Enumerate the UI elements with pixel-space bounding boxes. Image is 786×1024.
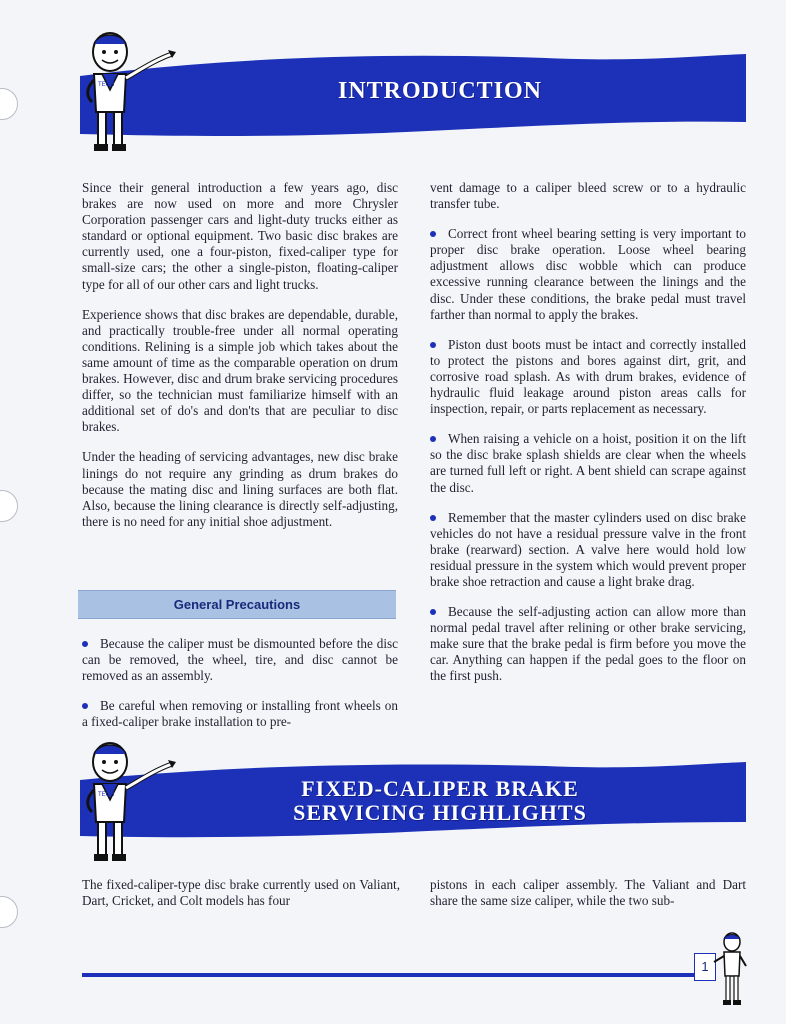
- precaution-text: Be careful when removing or installing front wheels on a fixed-caliper brake installation to pre-: [82, 698, 398, 730]
- tech-mascot-icon: [80, 740, 180, 868]
- precaution-item: [430, 431, 746, 495]
- intro-paragraph: Since their general introduction a few years ago, disc brakes are now used on more and more Chrysler Corporation passenger cars and light-duty trucks either as standard or optional equipment. Two basic disc brakes are currently used, one a four-piston, fixed-caliper type for small-size cars; the other a single-piston, floating-caliper type for all of our other cars and light trucks.: [82, 180, 398, 292]
- precaution-item: [82, 636, 398, 684]
- intro-paragraph: Experience shows that disc brakes are dependable, durable, and practically trouble-free under all normal operating conditions. Relining is a simple job which takes about the same amount of time as the comparable operation on drum brakes. However, disc and drum brake servicing procedures differ, so the technician must familiarize himself with an additional set of do's and don'ts that are peculiar to disc brakes.: [82, 306, 398, 435]
- fixed-caliper-title: [230, 777, 650, 825]
- precaution-text: Piston dust boots must be intact and correctly installed to protect the pistons and bores against dirt, grit, and corrosive road splash. As with drum brakes, evidence of hydraulic fluid leakage around piston areas calls for inspection, repair, or parts replacement as necessary.: [430, 336, 746, 417]
- intro-right-column: [430, 180, 746, 699]
- bullet-icon: [430, 515, 436, 521]
- tech-mascot-icon: [80, 30, 180, 158]
- fixed-caliper-right-text: pistons in each caliper assembly. The Valiant and Dart share the same size caliper, while the two sub-: [430, 877, 746, 909]
- mascot-badge: TECH: [98, 792, 115, 798]
- footer-rule: [82, 973, 694, 977]
- intro-paragraph: Under the heading of servicing advantages, new disc brake linings do not require any grinding as drum brakes do because the mating disc and lining surfaces are both flat. Also, because the lining clearance is directly self-adjusting, there is no need for any initial shoe adjustment.: [82, 449, 398, 529]
- fixed-caliper-title-line: FIXED-CALIPER BRAKE: [301, 776, 579, 801]
- binder-hole: [0, 896, 18, 928]
- bullet-icon: [82, 641, 88, 647]
- bullet-icon: [430, 436, 436, 442]
- precautions-left-column: [82, 636, 398, 744]
- bullet-icon: [430, 231, 436, 237]
- precaution-text: Remember that the master cylinders used on disc brake vehicles do not have a residual pressure valve in the front brake (rearward) section. A valve here would hold low residual pressure in the system which would prevent proper brake shoe retraction and cause a light brake drag.: [430, 509, 746, 589]
- bullet-icon: [430, 609, 436, 615]
- bullet-icon: [82, 703, 88, 709]
- general-precautions-heading: General Precautions: [78, 590, 396, 619]
- mascot-badge: TECH: [98, 82, 115, 88]
- precaution-text: Correct front wheel bearing setting is very important to proper disc brake operation. Loose wheel bearing adjustment allows disc wobble which can produce excessive running clearance between the linings and the disc. Under these conditions, the brake pedal must travel farther than normal to apply the brakes.: [430, 226, 746, 322]
- fixed-caliper-left-text: The fixed-caliper-type disc brake currently used on Valiant, Dart, Cricket, and Colt models has four: [82, 877, 400, 909]
- precaution-item: [430, 510, 746, 590]
- precaution-text: Because the self-adjusting action can allow more than normal pedal travel after relining or other brake servicing, make sure that the brake pedal is firm before you move the car. Anything can happen if the pedal goes to the floor on the first push.: [430, 604, 746, 684]
- binder-hole: [0, 490, 18, 522]
- precaution-text: When raising a vehicle on a hoist, position it on the lift so the disc brake splash shields are clear when the wheels are turned full left or right. A bent shield can scrape against the disc.: [430, 431, 746, 495]
- precaution-text: Because the caliper must be dismounted before the disc can be removed, the wheel, tire, and disc cannot be removed as an assembly.: [82, 636, 398, 684]
- precaution-item: [430, 604, 746, 684]
- binder-hole: [0, 88, 18, 120]
- intro-left-column: [82, 180, 398, 544]
- precaution-item: [430, 337, 746, 417]
- page-number: 1: [694, 953, 716, 981]
- introduction-title: INTRODUCTION: [337, 78, 543, 104]
- page-mascot-icon: [712, 932, 748, 1008]
- continuation-text: vent damage to a caliper bleed screw or to a hydraulic transfer tube.: [430, 180, 746, 212]
- bullet-icon: [430, 342, 436, 348]
- precaution-item: [430, 226, 746, 323]
- fixed-caliper-title-line: SERVICING HIGHLIGHTS: [293, 800, 587, 825]
- precaution-item: [82, 698, 398, 730]
